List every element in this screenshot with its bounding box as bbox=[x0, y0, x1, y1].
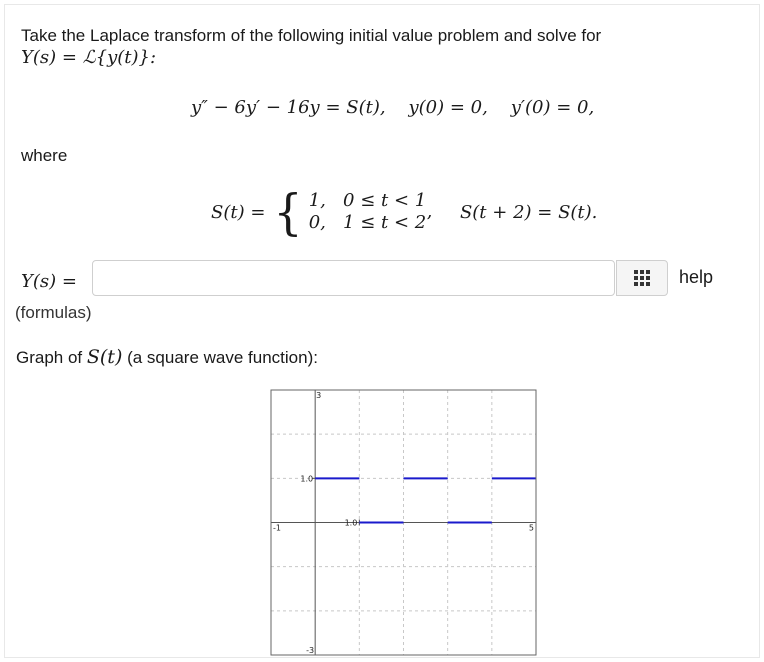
tick-label-xmax: 5 bbox=[528, 523, 534, 533]
equation-palette-button[interactable] bbox=[616, 260, 668, 296]
problem-intro bbox=[21, 25, 601, 69]
graph-caption-math: S(t) bbox=[86, 346, 123, 368]
formulas-link[interactable]: (formulas) bbox=[15, 303, 92, 322]
graph-caption bbox=[16, 346, 318, 368]
piecewise-definition bbox=[211, 183, 598, 241]
piecewise-rows bbox=[309, 190, 432, 234]
graph-caption-suffix: (a square wave function): bbox=[122, 348, 318, 367]
square-wave-graph bbox=[270, 389, 537, 656]
graph-caption-prefix: Graph of bbox=[16, 348, 87, 367]
ode-equation: y″ − 6y′ − 16y = S(t), y(0) = 0, y′(0) = 0, bbox=[191, 97, 595, 118]
where-label: where bbox=[21, 146, 68, 165]
answer-label: Y(s) = bbox=[21, 271, 77, 292]
tick-label-xmin: -1 bbox=[273, 523, 281, 533]
tick-label-ymin: -3 bbox=[306, 646, 315, 655]
periodicity-condition: S(t + 2) = S(t). bbox=[459, 201, 598, 223]
piecewise-row-2: 0, 1 ≤ t < 2’ bbox=[308, 212, 432, 233]
tick-label-ymax: 3 bbox=[316, 391, 322, 400]
help-link[interactable]: help bbox=[679, 267, 714, 287]
tick-label-y-one: 1.0 bbox=[300, 474, 314, 484]
tick-label-x-one: 1.0 bbox=[344, 518, 358, 528]
piecewise-row-1: 1, 0 ≤ t < 1 bbox=[308, 190, 427, 211]
piecewise-lhs: S(t) = bbox=[211, 201, 266, 223]
grid-icon bbox=[633, 269, 651, 287]
intro-line-2: Y(s) = ℒ{y(t)}: bbox=[21, 47, 157, 68]
answer-input[interactable] bbox=[92, 260, 615, 296]
intro-line-1: Take the Laplace transform of the following initial value problem and solve for bbox=[21, 26, 602, 45]
piecewise-brace: { bbox=[273, 183, 303, 241]
